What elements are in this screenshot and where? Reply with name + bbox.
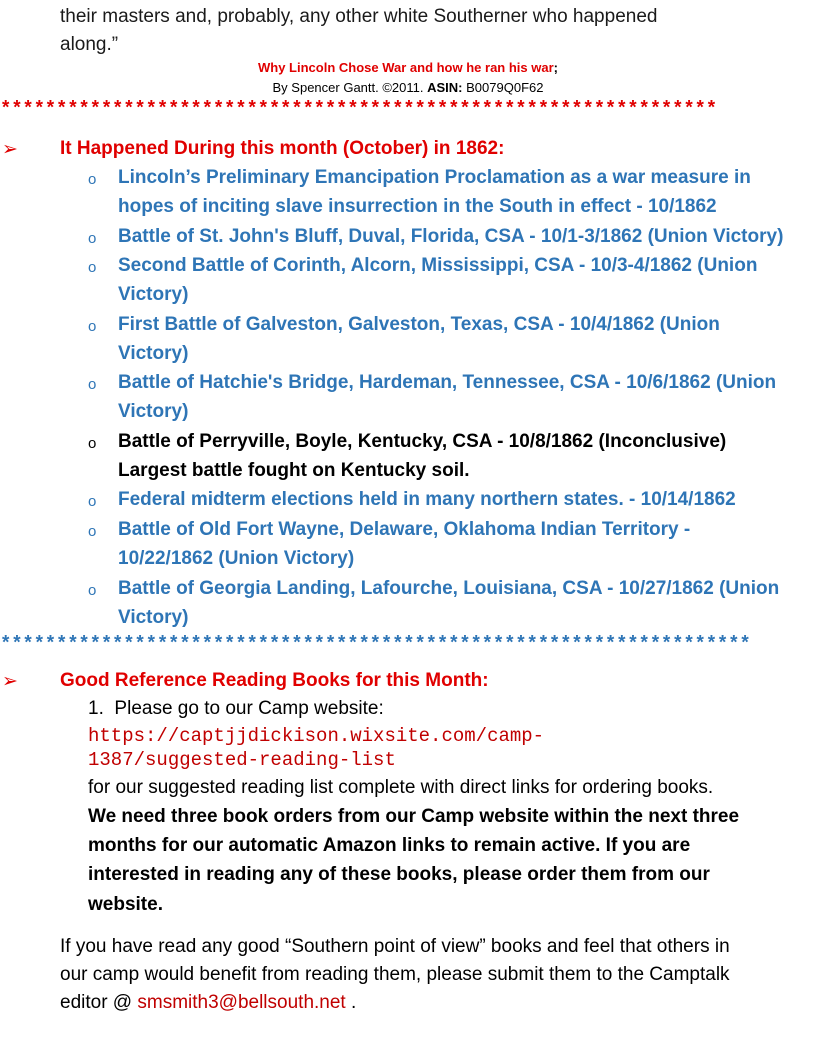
bullet-icon: o — [88, 493, 97, 510]
source-title-semicolon: ; — [553, 60, 558, 75]
divider-blue: ******************************************************************* — [0, 633, 751, 655]
source-asin-label: ASIN: — [427, 80, 463, 95]
source-title-text: Why Lincoln Chose War and how he ran his war — [257, 60, 554, 75]
books-item-1 — [88, 698, 384, 720]
event-2-line-1: Battle of St. John's Bluff, Duval, Florida, CSA - 10/1-3/1862 (Union Victory) — [118, 226, 784, 247]
bullet-icon: o — [88, 259, 97, 276]
event-9-line-1: Battle of Georgia Landing, Lafourche, Louisiana, CSA - 10/27/1862 (Union — [118, 578, 780, 599]
arrow-bullet-icon: ➢ — [2, 671, 18, 692]
bullet-icon: o — [88, 376, 97, 393]
event-3-line-2: Victory) — [118, 284, 189, 305]
closing-suffix: . — [345, 992, 357, 1013]
books-bold-line-2: months for our automatic Amazon links to remain active. If you are — [88, 835, 691, 856]
source-byline — [0, 80, 816, 95]
october-heading: It Happened During this month (October) in 1862: — [60, 138, 505, 159]
reading-list-link-line-2[interactable]: 1387/suggested-reading-list — [88, 749, 396, 771]
bullet-icon: o — [88, 171, 97, 188]
closing-line-3 — [60, 992, 356, 1014]
event-4-line-1: First Battle of Galveston, Galveston, Texas, CSA - 10/4/1862 (Union — [118, 314, 720, 335]
closing-line-1: If you have read any good “Southern point of view” books and feel that others in — [60, 936, 730, 957]
bullet-icon: o — [88, 582, 97, 599]
source-author: By Spencer Gantt. ©2011. — [272, 80, 424, 95]
event-5-line-1: Battle of Hatchie's Bridge, Hardeman, Tennessee, CSA - 10/6/1862 (Union — [118, 372, 777, 393]
bullet-icon: o — [88, 318, 97, 335]
event-1-line-2: hopes of inciting slave insurrection in the South in effect - 10/1862 — [118, 196, 717, 217]
event-8-line-2: 10/22/1862 (Union Victory) — [118, 548, 355, 569]
editor-email-link[interactable]: smsmith3@bellsouth.net — [137, 992, 346, 1013]
source-asin: B0079Q0F62 — [466, 80, 544, 95]
event-6-line-2: Largest battle fought on Kentucky soil. — [118, 460, 470, 481]
event-1-line-1: Lincoln’s Preliminary Emancipation Proclamation as a war measure in — [118, 167, 751, 188]
divider-red: **************************************************************** — [0, 98, 717, 120]
arrow-bullet-icon: ➢ — [2, 139, 18, 160]
books-bold-line-4: website. — [88, 894, 163, 915]
books-item-number: 1. — [88, 698, 104, 719]
quote-line-1: their masters and, probably, any other white Southerner who happened — [60, 6, 658, 27]
event-5-line-2: Victory) — [118, 401, 189, 422]
books-bold-line-3: interested in reading any of these books, please order them from our — [88, 864, 710, 885]
quote-line-2: along.” — [60, 34, 119, 55]
books-intro: Please go to our Camp website: — [114, 698, 384, 719]
books-after-url: for our suggested reading list complete with direct links for ordering books. — [88, 777, 714, 798]
event-4-line-2: Victory) — [118, 343, 189, 364]
reading-list-link-line-1[interactable]: https://captjjdickison.wixsite.com/camp- — [88, 725, 545, 747]
event-9-line-2: Victory) — [118, 607, 189, 628]
books-heading: Good Reference Reading Books for this Month: — [60, 670, 489, 691]
source-title — [0, 60, 816, 75]
closing-line-2: our camp would benefit from reading them, please submit them to the Camptalk — [60, 964, 730, 985]
closing-editor-prefix: editor @ — [60, 992, 138, 1013]
bullet-icon: o — [88, 435, 97, 452]
event-3-line-1: Second Battle of Corinth, Alcorn, Mississippi, CSA - 10/3-4/1862 (Union — [118, 255, 758, 276]
bullet-icon: o — [88, 230, 97, 247]
event-6-line-1: Battle of Perryville, Boyle, Kentucky, CSA - 10/8/1862 (Inconclusive) — [118, 431, 727, 452]
event-8-line-1: Battle of Old Fort Wayne, Delaware, Oklahoma Indian Territory - — [118, 519, 691, 540]
bullet-icon: o — [88, 523, 97, 540]
event-7-line-1: Federal midterm elections held in many northern states. - 10/14/1862 — [118, 489, 736, 510]
books-bold-line-1: We need three book orders from our Camp website within the next three — [88, 806, 740, 827]
